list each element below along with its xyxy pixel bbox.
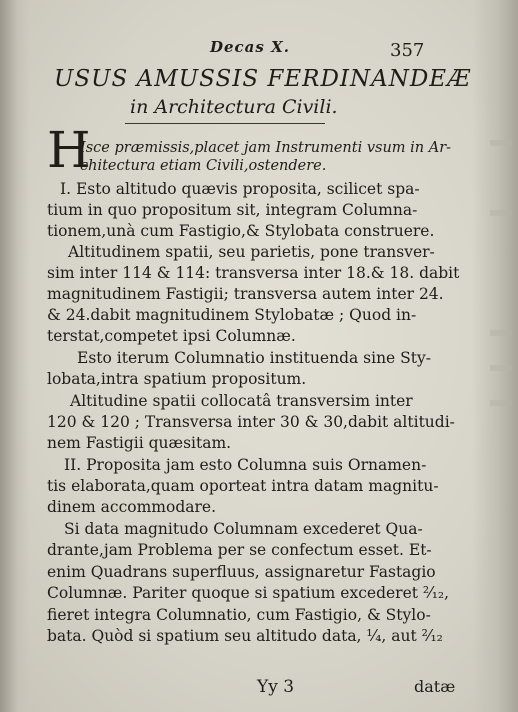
text-line: bata. Quòd si spatium seu altitudo data, ¹⁄₄, aut ²⁄₁₂	[47, 627, 443, 645]
text-line: II. Proposita jam esto Columna suis Ornamen-	[64, 456, 427, 474]
text-line: lobata,intra spatium propositum.	[47, 370, 307, 388]
catchword: datæ	[414, 677, 456, 696]
intro-line-1: Isce præmissis,placet jam Instrumenti vsum in Ar-	[80, 140, 452, 156]
text-line: tis elaborata,quam oporteat intra datam magnitu-	[47, 477, 439, 495]
text-line: nem Fastigii quæsitam.	[47, 434, 232, 452]
text-line: sim inter 114 & 114: transversa inter 18.& 18. dabit	[47, 264, 460, 282]
signature-mark: Yy 3	[257, 677, 295, 697]
text-line: Altitudinem spatii, seu parietis, pone transver-	[68, 243, 435, 261]
chapter-title: USUS AMUSSIS FERDINANDEÆ	[54, 66, 472, 92]
text-line: & 24.dabit magnitudinem Stylobatæ ; Quod in-	[47, 306, 417, 324]
text-line: tionem,unà cum Fastigio,& Stylobata construere.	[47, 222, 435, 240]
text-line: tium in quo propositum sit, integram Columna-	[47, 201, 418, 219]
text-line: drante,jam Problema per se confectum esset. Et-	[47, 541, 432, 559]
text-line: Si data magnitudo Columnam excederet Qua-	[64, 520, 423, 538]
text-line: I. Esto altitudo quævis proposita, scilicet spa-	[60, 180, 420, 198]
drop-capital: H	[47, 121, 91, 179]
text-line: magnitudinem Fastigii; transversa autem inter 24.	[47, 285, 444, 303]
text-line: 120 & 120 ; Transversa inter 30 & 30,dabit altitudi-	[47, 413, 455, 431]
chapter-subtitle: in Architectura Civili.	[130, 96, 338, 118]
text-line: Columnæ. Pariter quoque si spatium excederet ²⁄₁₂,	[47, 584, 450, 602]
gutter-shadow	[0, 0, 30, 712]
intro-line-2: chitectura etiam Civili,ostendere.	[80, 158, 327, 174]
page-edge	[472, 0, 518, 712]
text-line: terstat,competet ipsi Columnæ.	[47, 327, 296, 345]
text-line: enim Quadrans superfluus, assignaretur Fastagio	[47, 563, 436, 581]
text-line: Altitudine spatii collocatâ transversim inter	[70, 392, 413, 410]
running-title: Decas X.	[210, 38, 290, 56]
text-line: fieret integra Columnatio, cum Fastigio, & Stylo-	[47, 606, 431, 624]
page-number: 357	[390, 40, 425, 61]
text-line: Esto iterum Columnatio instituenda sine Sty-	[77, 349, 432, 367]
text-line: dinem accommodare.	[47, 498, 216, 516]
title-rule	[125, 123, 325, 124]
